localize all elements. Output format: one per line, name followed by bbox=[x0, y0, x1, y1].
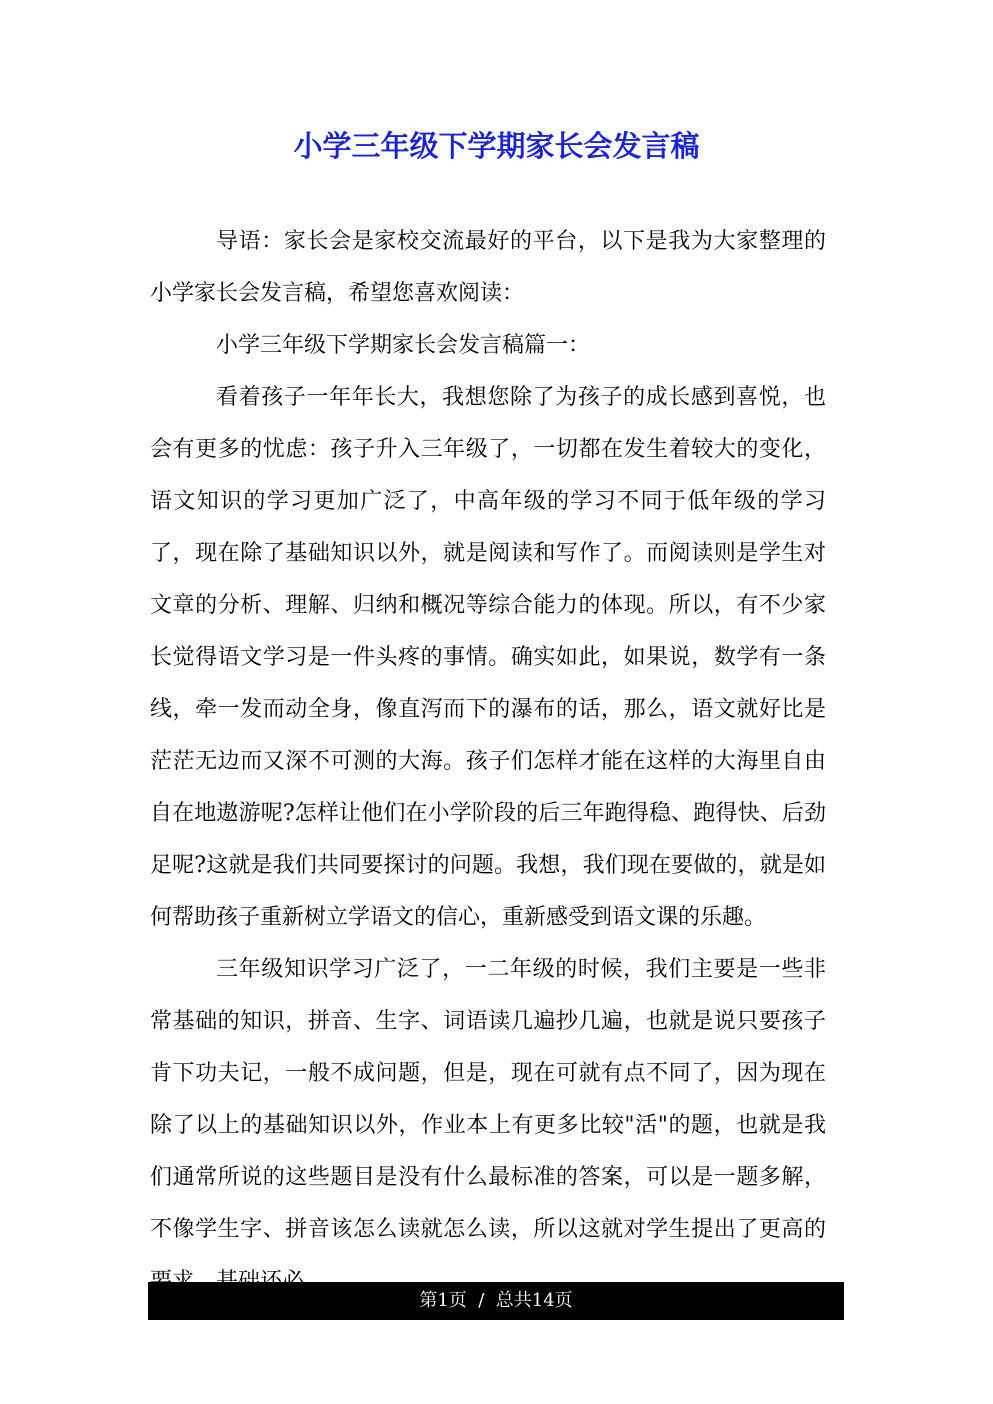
document-body bbox=[150, 216, 826, 1308]
section-heading: 小学三年级下学期家长会发言稿篇一： bbox=[216, 333, 591, 358]
page-number: 第1页 / 总共14页 bbox=[419, 1290, 573, 1311]
body-paragraph: 看着孩子一年年长大，我想您除了为孩子的成长感到喜悦，也会有更多的忧虑：孩子升入三年级了，一切都在发生着较大的变化，语文知识的学习更加广泛了，中高年级的学习不同于低年级的学习了，现在除了基础知识以外，就是阅读和写作了。而阅读则是学生对文章的分析、理解、归纳和概况等综合能力的体现。所以，有不少家长觉得语文学习是一件头疼的事情。确实如此，如果说，数学有一条线，牵一发而动全身，像直泻而下的瀑布的话，那么，语文就好比是茫茫无边而又深不可测的大海。孩子们怎样才能在这样的大海里自由自在地遨游呢?怎样让他们在小学阶段的后三年跑得稳、跑得快、后劲足呢?这就是我们共同要探讨的问题。我想，我们现在要做的，就是如何帮助孩子重新树立学语文的信心，重新感受到语文课的乐趣。 bbox=[150, 385, 826, 930]
body-paragraph: 三年级知识学习广泛了，一二年级的时候，我们主要是一些非常基础的知识，拼音、生字、词语读几遍抄几遍，也就是说只要孩子肯下功夫记，一般不成问题，但是，现在可就有点不同了，因为现在除了以上的基础知识以外，作业本上有更多比较"活"的题，也就是我们通常所说的这些题目是没有什么最标准的答案，可以是一题多解，不像学生字、拼音该怎么读就怎么读，所以这就对学生提出了更高的 bbox=[150, 957, 826, 1242]
intro-paragraph: 导语：家长会是家校交流最好的平台，以下是我为大家整理的小学家长会发言稿，希望您喜欢阅读： bbox=[150, 229, 826, 306]
page-footer bbox=[148, 1282, 844, 1320]
document-title: 小学三年级下学期家长会发言稿 bbox=[293, 129, 700, 163]
